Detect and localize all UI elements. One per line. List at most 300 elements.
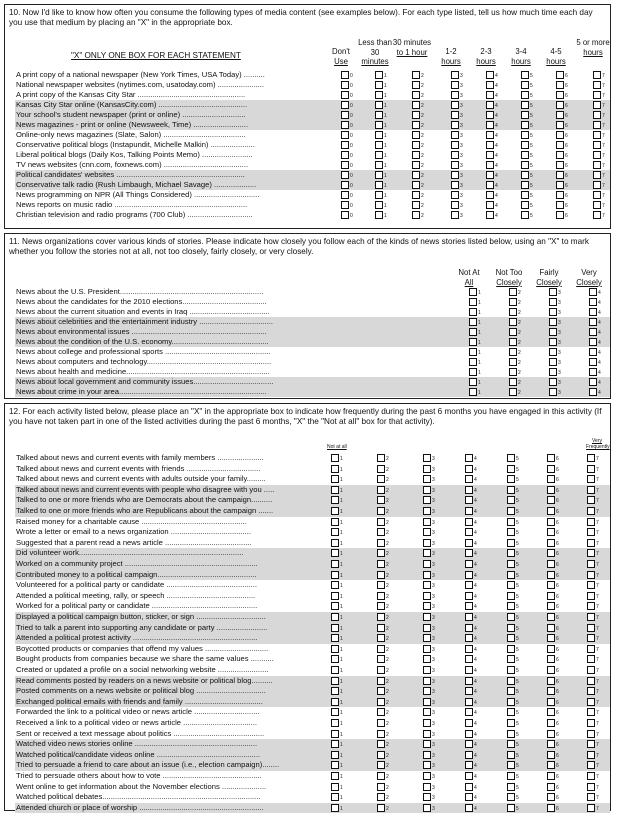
checkbox[interactable]	[469, 338, 477, 346]
q12-option-cell[interactable]	[465, 571, 489, 580]
checkbox[interactable]	[587, 560, 595, 568]
q12-option-cell[interactable]	[547, 645, 571, 654]
q10-option-cell[interactable]	[375, 111, 399, 120]
checkbox[interactable]	[331, 761, 339, 769]
checkbox[interactable]	[547, 698, 555, 706]
checkbox[interactable]	[465, 772, 473, 780]
q12-option-cell[interactable]	[587, 560, 611, 569]
q10-option-cell[interactable]	[593, 161, 617, 170]
q10-option-cell[interactable]	[412, 181, 436, 190]
checkbox[interactable]	[331, 549, 339, 557]
q11-option-cell[interactable]	[589, 368, 613, 377]
q10-option-cell[interactable]	[556, 171, 580, 180]
checkbox[interactable]	[547, 507, 555, 515]
checkbox[interactable]	[587, 454, 595, 462]
q12-option-cell[interactable]	[377, 783, 401, 792]
checkbox[interactable]	[587, 677, 595, 685]
checkbox[interactable]	[521, 101, 529, 109]
q10-option-cell[interactable]	[593, 111, 617, 120]
q12-option-cell[interactable]	[547, 708, 571, 717]
q12-option-cell[interactable]	[377, 793, 401, 802]
q12-option-cell[interactable]	[587, 581, 611, 590]
q12-option-cell[interactable]	[331, 666, 355, 675]
q11-option-cell[interactable]	[469, 318, 493, 327]
checkbox[interactable]	[547, 761, 555, 769]
q12-option-cell[interactable]	[377, 698, 401, 707]
checkbox[interactable]	[486, 141, 494, 149]
q12-option-cell[interactable]	[331, 740, 355, 749]
q10-option-cell[interactable]	[486, 131, 510, 140]
checkbox[interactable]	[556, 71, 564, 79]
q12-option-cell[interactable]	[547, 465, 571, 474]
checkbox[interactable]	[556, 121, 564, 129]
checkbox[interactable]	[486, 171, 494, 179]
q12-option-cell[interactable]	[423, 677, 447, 686]
q10-option-cell[interactable]	[451, 91, 475, 100]
checkbox[interactable]	[341, 191, 349, 199]
q12-option-cell[interactable]	[587, 465, 611, 474]
q10-option-cell[interactable]	[412, 161, 436, 170]
q12-option-cell[interactable]	[507, 772, 531, 781]
checkbox[interactable]	[509, 368, 517, 376]
checkbox[interactable]	[377, 687, 385, 695]
q11-option-cell[interactable]	[589, 318, 613, 327]
q10-option-cell[interactable]	[451, 201, 475, 210]
q11-option-cell[interactable]	[549, 288, 573, 297]
q12-option-cell[interactable]	[331, 539, 355, 548]
q12-option-cell[interactable]	[465, 804, 489, 813]
q10-option-cell[interactable]	[451, 161, 475, 170]
checkbox[interactable]	[507, 804, 515, 812]
q12-option-cell[interactable]	[547, 783, 571, 792]
checkbox[interactable]	[509, 288, 517, 296]
checkbox[interactable]	[451, 201, 459, 209]
q12-option-cell[interactable]	[465, 624, 489, 633]
checkbox[interactable]	[423, 571, 431, 579]
checkbox[interactable]	[587, 634, 595, 642]
q12-option-cell[interactable]	[377, 475, 401, 484]
q12-option-cell[interactable]	[507, 454, 531, 463]
checkbox[interactable]	[593, 111, 601, 119]
q12-option-cell[interactable]	[465, 539, 489, 548]
checkbox[interactable]	[341, 201, 349, 209]
checkbox[interactable]	[589, 348, 597, 356]
q12-option-cell[interactable]	[465, 719, 489, 728]
q10-option-cell[interactable]	[412, 151, 436, 160]
checkbox[interactable]	[331, 465, 339, 473]
checkbox[interactable]	[507, 560, 515, 568]
q10-option-cell[interactable]	[451, 191, 475, 200]
q12-option-cell[interactable]	[377, 708, 401, 717]
checkbox[interactable]	[507, 581, 515, 589]
checkbox[interactable]	[587, 698, 595, 706]
checkbox[interactable]	[341, 181, 349, 189]
checkbox[interactable]	[341, 81, 349, 89]
checkbox[interactable]	[556, 181, 564, 189]
checkbox[interactable]	[587, 624, 595, 632]
q12-option-cell[interactable]	[587, 645, 611, 654]
q12-option-cell[interactable]	[507, 486, 531, 495]
checkbox[interactable]	[486, 181, 494, 189]
q12-option-cell[interactable]	[547, 719, 571, 728]
q12-option-cell[interactable]	[547, 528, 571, 537]
checkbox[interactable]	[507, 655, 515, 663]
q12-option-cell[interactable]	[507, 677, 531, 686]
checkbox[interactable]	[507, 539, 515, 547]
q12-option-cell[interactable]	[331, 518, 355, 527]
q12-option-cell[interactable]	[547, 507, 571, 516]
checkbox[interactable]	[593, 161, 601, 169]
q12-option-cell[interactable]	[377, 740, 401, 749]
checkbox[interactable]	[331, 772, 339, 780]
q11-option-cell[interactable]	[469, 328, 493, 337]
q12-option-cell[interactable]	[465, 645, 489, 654]
q12-option-cell[interactable]	[547, 496, 571, 505]
checkbox[interactable]	[486, 71, 494, 79]
q11-option-cell[interactable]	[509, 288, 533, 297]
q12-option-cell[interactable]	[331, 507, 355, 516]
q12-option-cell[interactable]	[547, 804, 571, 813]
q12-option-cell[interactable]	[587, 507, 611, 516]
q12-option-cell[interactable]	[507, 698, 531, 707]
q12-option-cell[interactable]	[465, 465, 489, 474]
checkbox[interactable]	[375, 171, 383, 179]
checkbox[interactable]	[507, 475, 515, 483]
q11-option-cell[interactable]	[469, 298, 493, 307]
q11-option-cell[interactable]	[469, 288, 493, 297]
checkbox[interactable]	[547, 740, 555, 748]
checkbox[interactable]	[423, 634, 431, 642]
q12-option-cell[interactable]	[465, 528, 489, 537]
q11-option-cell[interactable]	[469, 348, 493, 357]
checkbox[interactable]	[549, 328, 557, 336]
q10-option-cell[interactable]	[521, 101, 545, 110]
checkbox[interactable]	[465, 486, 473, 494]
checkbox[interactable]	[507, 571, 515, 579]
q11-option-cell[interactable]	[589, 298, 613, 307]
checkbox[interactable]	[593, 191, 601, 199]
checkbox[interactable]	[331, 783, 339, 791]
checkbox[interactable]	[331, 486, 339, 494]
checkbox[interactable]	[507, 465, 515, 473]
q12-option-cell[interactable]	[423, 613, 447, 622]
checkbox[interactable]	[593, 101, 601, 109]
checkbox[interactable]	[589, 338, 597, 346]
checkbox[interactable]	[341, 141, 349, 149]
checkbox[interactable]	[465, 698, 473, 706]
checkbox[interactable]	[486, 151, 494, 159]
q12-option-cell[interactable]	[423, 624, 447, 633]
q12-option-cell[interactable]	[331, 687, 355, 696]
checkbox[interactable]	[465, 761, 473, 769]
checkbox[interactable]	[412, 141, 420, 149]
checkbox[interactable]	[589, 378, 597, 386]
checkbox[interactable]	[377, 539, 385, 547]
q10-option-cell[interactable]	[486, 181, 510, 190]
checkbox[interactable]	[507, 751, 515, 759]
q11-option-cell[interactable]	[589, 308, 613, 317]
checkbox[interactable]	[507, 549, 515, 557]
checkbox[interactable]	[593, 171, 601, 179]
checkbox[interactable]	[465, 783, 473, 791]
q12-option-cell[interactable]	[423, 486, 447, 495]
q12-option-cell[interactable]	[507, 539, 531, 548]
q10-option-cell[interactable]	[593, 201, 617, 210]
checkbox[interactable]	[377, 496, 385, 504]
checkbox[interactable]	[331, 751, 339, 759]
q12-option-cell[interactable]	[587, 528, 611, 537]
q10-option-cell[interactable]	[486, 201, 510, 210]
q10-option-cell[interactable]	[556, 191, 580, 200]
q12-option-cell[interactable]	[547, 602, 571, 611]
q12-option-cell[interactable]	[331, 772, 355, 781]
q12-option-cell[interactable]	[331, 465, 355, 474]
q12-option-cell[interactable]	[507, 592, 531, 601]
checkbox[interactable]	[587, 549, 595, 557]
q12-option-cell[interactable]	[377, 677, 401, 686]
q12-option-cell[interactable]	[423, 454, 447, 463]
q11-option-cell[interactable]	[509, 338, 533, 347]
q12-option-cell[interactable]	[331, 613, 355, 622]
q10-option-cell[interactable]	[412, 141, 436, 150]
q12-option-cell[interactable]	[507, 761, 531, 770]
q12-option-cell[interactable]	[423, 465, 447, 474]
q10-option-cell[interactable]	[375, 101, 399, 110]
q12-option-cell[interactable]	[331, 592, 355, 601]
q12-option-cell[interactable]	[587, 549, 611, 558]
q12-option-cell[interactable]	[547, 761, 571, 770]
checkbox[interactable]	[547, 560, 555, 568]
q12-option-cell[interactable]	[423, 581, 447, 590]
checkbox[interactable]	[377, 708, 385, 716]
checkbox[interactable]	[547, 666, 555, 674]
checkbox[interactable]	[331, 645, 339, 653]
checkbox[interactable]	[486, 191, 494, 199]
checkbox[interactable]	[486, 81, 494, 89]
q11-option-cell[interactable]	[589, 388, 613, 397]
q11-option-cell[interactable]	[589, 288, 613, 297]
q10-option-cell[interactable]	[593, 131, 617, 140]
checkbox[interactable]	[377, 740, 385, 748]
q10-option-cell[interactable]	[556, 131, 580, 140]
checkbox[interactable]	[549, 348, 557, 356]
checkbox[interactable]	[587, 772, 595, 780]
q10-option-cell[interactable]	[486, 81, 510, 90]
q12-option-cell[interactable]	[377, 634, 401, 643]
checkbox[interactable]	[549, 288, 557, 296]
q12-option-cell[interactable]	[547, 518, 571, 527]
q11-option-cell[interactable]	[589, 338, 613, 347]
checkbox[interactable]	[507, 698, 515, 706]
checkbox[interactable]	[465, 602, 473, 610]
q12-option-cell[interactable]	[377, 581, 401, 590]
q10-option-cell[interactable]	[521, 141, 545, 150]
checkbox[interactable]	[377, 454, 385, 462]
q10-option-cell[interactable]	[521, 111, 545, 120]
checkbox[interactable]	[549, 378, 557, 386]
q10-option-cell[interactable]	[521, 91, 545, 100]
checkbox[interactable]	[469, 358, 477, 366]
checkbox[interactable]	[587, 740, 595, 748]
q12-option-cell[interactable]	[423, 496, 447, 505]
q11-option-cell[interactable]	[509, 348, 533, 357]
q12-option-cell[interactable]	[465, 687, 489, 696]
q12-option-cell[interactable]	[377, 539, 401, 548]
q12-option-cell[interactable]	[331, 708, 355, 717]
q12-option-cell[interactable]	[547, 666, 571, 675]
q10-option-cell[interactable]	[341, 101, 365, 110]
checkbox[interactable]	[465, 560, 473, 568]
checkbox[interactable]	[593, 181, 601, 189]
checkbox[interactable]	[509, 308, 517, 316]
q12-option-cell[interactable]	[547, 634, 571, 643]
q12-option-cell[interactable]	[465, 698, 489, 707]
checkbox[interactable]	[507, 687, 515, 695]
q12-option-cell[interactable]	[587, 518, 611, 527]
checkbox[interactable]	[547, 571, 555, 579]
q12-option-cell[interactable]	[547, 571, 571, 580]
checkbox[interactable]	[423, 549, 431, 557]
q12-option-cell[interactable]	[465, 454, 489, 463]
checkbox[interactable]	[593, 131, 601, 139]
checkbox[interactable]	[341, 111, 349, 119]
q10-option-cell[interactable]	[451, 121, 475, 130]
checkbox[interactable]	[465, 677, 473, 685]
q10-option-cell[interactable]	[341, 181, 365, 190]
checkbox[interactable]	[507, 645, 515, 653]
checkbox[interactable]	[375, 191, 383, 199]
q12-option-cell[interactable]	[587, 634, 611, 643]
q10-option-cell[interactable]	[593, 71, 617, 80]
q10-option-cell[interactable]	[375, 191, 399, 200]
checkbox[interactable]	[377, 507, 385, 515]
q10-option-cell[interactable]	[375, 171, 399, 180]
q12-option-cell[interactable]	[423, 560, 447, 569]
checkbox[interactable]	[451, 181, 459, 189]
checkbox[interactable]	[377, 549, 385, 557]
checkbox[interactable]	[589, 328, 597, 336]
q12-option-cell[interactable]	[587, 751, 611, 760]
checkbox[interactable]	[509, 298, 517, 306]
q10-option-cell[interactable]	[486, 151, 510, 160]
checkbox[interactable]	[423, 518, 431, 526]
q10-option-cell[interactable]	[521, 191, 545, 200]
checkbox[interactable]	[465, 528, 473, 536]
q12-option-cell[interactable]	[465, 761, 489, 770]
q11-option-cell[interactable]	[469, 388, 493, 397]
checkbox[interactable]	[547, 539, 555, 547]
checkbox[interactable]	[587, 592, 595, 600]
checkbox[interactable]	[377, 793, 385, 801]
checkbox[interactable]	[589, 298, 597, 306]
q10-option-cell[interactable]	[412, 101, 436, 110]
q10-option-cell[interactable]	[521, 201, 545, 210]
q10-option-cell[interactable]	[341, 191, 365, 200]
checkbox[interactable]	[331, 708, 339, 716]
q12-option-cell[interactable]	[423, 804, 447, 813]
q11-option-cell[interactable]	[549, 358, 573, 367]
q12-option-cell[interactable]	[377, 730, 401, 739]
checkbox[interactable]	[556, 141, 564, 149]
q10-option-cell[interactable]	[341, 171, 365, 180]
q10-option-cell[interactable]	[556, 111, 580, 120]
q12-option-cell[interactable]	[377, 624, 401, 633]
checkbox[interactable]	[521, 141, 529, 149]
q10-option-cell[interactable]	[451, 81, 475, 90]
checkbox[interactable]	[423, 772, 431, 780]
checkbox[interactable]	[547, 677, 555, 685]
q12-option-cell[interactable]	[331, 528, 355, 537]
checkbox[interactable]	[521, 201, 529, 209]
checkbox[interactable]	[509, 358, 517, 366]
q12-option-cell[interactable]	[507, 655, 531, 664]
checkbox[interactable]	[465, 730, 473, 738]
q11-option-cell[interactable]	[589, 328, 613, 337]
q12-option-cell[interactable]	[331, 793, 355, 802]
checkbox[interactable]	[377, 528, 385, 536]
q10-option-cell[interactable]	[412, 191, 436, 200]
checkbox[interactable]	[412, 161, 420, 169]
q10-option-cell[interactable]	[412, 121, 436, 130]
q12-option-cell[interactable]	[587, 602, 611, 611]
checkbox[interactable]	[331, 730, 339, 738]
checkbox[interactable]	[521, 131, 529, 139]
q12-option-cell[interactable]	[547, 655, 571, 664]
q11-option-cell[interactable]	[469, 368, 493, 377]
q12-option-cell[interactable]	[587, 496, 611, 505]
checkbox[interactable]	[375, 121, 383, 129]
checkbox[interactable]	[509, 318, 517, 326]
q12-option-cell[interactable]	[465, 486, 489, 495]
q12-option-cell[interactable]	[547, 475, 571, 484]
checkbox[interactable]	[423, 592, 431, 600]
checkbox[interactable]	[423, 507, 431, 515]
q12-option-cell[interactable]	[587, 539, 611, 548]
checkbox[interactable]	[587, 666, 595, 674]
q12-option-cell[interactable]	[331, 677, 355, 686]
checkbox[interactable]	[507, 454, 515, 462]
checkbox[interactable]	[377, 486, 385, 494]
q10-option-cell[interactable]	[556, 101, 580, 110]
q11-option-cell[interactable]	[509, 388, 533, 397]
q12-option-cell[interactable]	[331, 804, 355, 813]
q12-option-cell[interactable]	[465, 475, 489, 484]
q12-option-cell[interactable]	[587, 571, 611, 580]
q12-option-cell[interactable]	[507, 475, 531, 484]
q12-option-cell[interactable]	[587, 475, 611, 484]
checkbox[interactable]	[377, 719, 385, 727]
checkbox[interactable]	[469, 388, 477, 396]
checkbox[interactable]	[593, 121, 601, 129]
q10-option-cell[interactable]	[451, 131, 475, 140]
checkbox[interactable]	[509, 328, 517, 336]
checkbox[interactable]	[509, 338, 517, 346]
q10-option-cell[interactable]	[556, 201, 580, 210]
q12-option-cell[interactable]	[587, 613, 611, 622]
q12-option-cell[interactable]	[377, 518, 401, 527]
checkbox[interactable]	[593, 151, 601, 159]
checkbox[interactable]	[451, 161, 459, 169]
q12-option-cell[interactable]	[507, 666, 531, 675]
checkbox[interactable]	[589, 318, 597, 326]
q10-option-cell[interactable]	[341, 131, 365, 140]
q12-option-cell[interactable]	[423, 793, 447, 802]
checkbox[interactable]	[507, 602, 515, 610]
q10-option-cell[interactable]	[341, 91, 365, 100]
checkbox[interactable]	[465, 454, 473, 462]
checkbox[interactable]	[377, 751, 385, 759]
q12-option-cell[interactable]	[423, 708, 447, 717]
